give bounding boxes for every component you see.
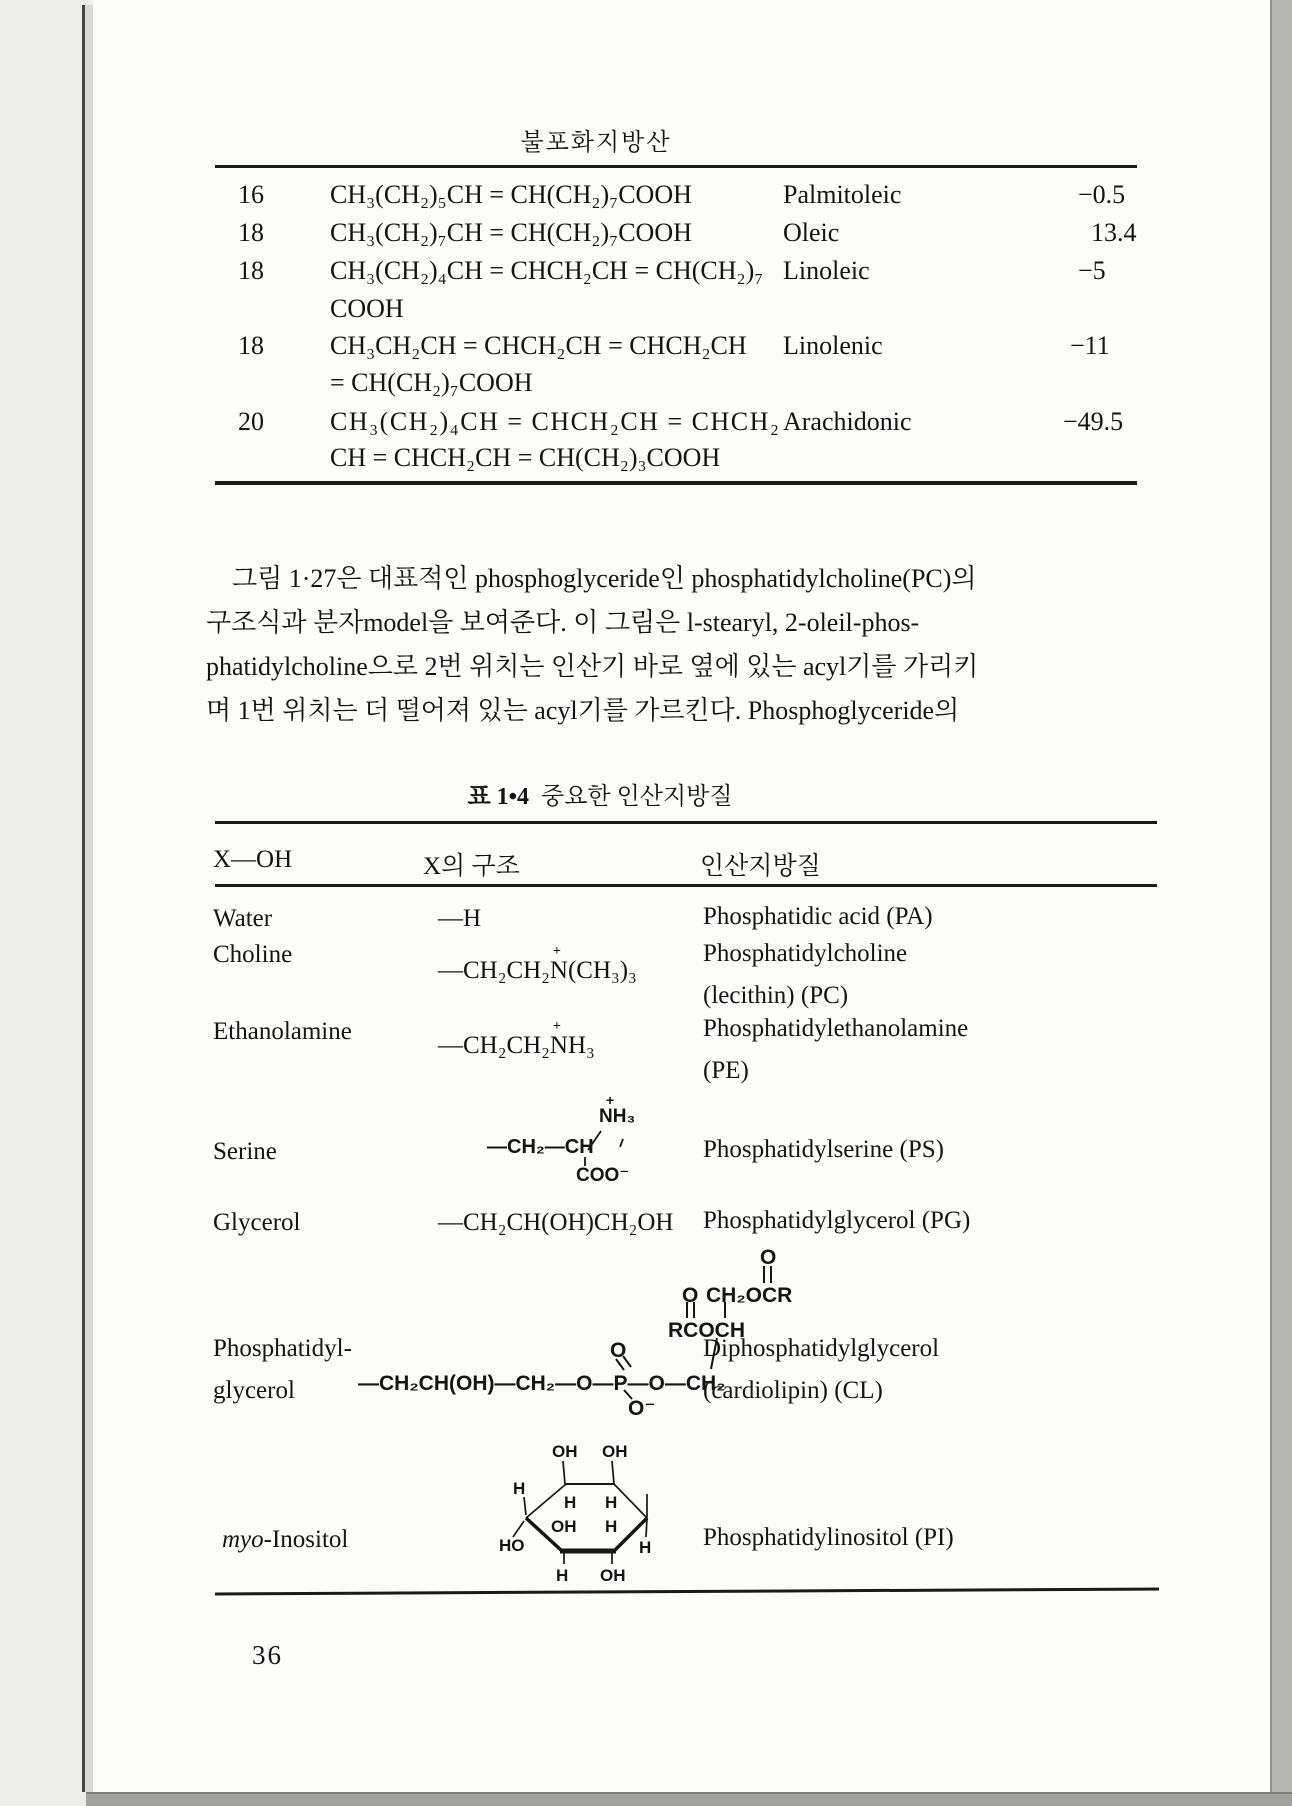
myo-prefix: myo [222, 1526, 264, 1553]
hydroxyl-label: OH [551, 1517, 577, 1536]
fatty-table-heading: 불포화지방산 [520, 130, 672, 156]
fatty-row-carbons: 16 [238, 180, 264, 209]
row-ethanolamine-product2: (PE) [703, 1057, 749, 1084]
row-water-name: Water [213, 905, 273, 932]
row-pg-name-line1: Phosphatidyl- [213, 1335, 352, 1362]
fatty-row-mp: −0.5 [1078, 180, 1126, 209]
hydrogen-label: H [639, 1538, 652, 1557]
row-pg-name-line2: glycerol [213, 1377, 295, 1404]
hydroxyl-label: OH [602, 1442, 628, 1461]
row-choline-product: Phosphatidylcholine [703, 940, 908, 967]
row-ethanolamine-product: Phosphatidylethanolamine [703, 1015, 969, 1042]
fatty-row-mp: −49.5 [1063, 407, 1124, 436]
inositol-suffix: -Inositol [263, 1526, 349, 1553]
fatty-row-name: Linoleic [783, 256, 870, 285]
fatty-row-formula: CH₃(CH₂)₅CH = CH(CH₂)₇COOH [330, 180, 692, 209]
fatty-row-name: Linolenic [783, 331, 883, 360]
phosphate-oxygen: O [610, 1339, 627, 1362]
structure-chain: (CH₃)₃ [567, 957, 637, 984]
paragraph-line: 구조식과 분자model을 보여준다. 이 그림은 l-stearyl, 2-oleil-phos- [206, 608, 920, 637]
fatty-row-carbons: 18 [238, 256, 264, 285]
row-glycerol-structure: —CH₂CH(OH)CH₂OH [438, 1209, 674, 1236]
acyl-group: RCOCH [668, 1319, 745, 1342]
phospho-table-header-rule [215, 884, 1157, 887]
structure-chain: H₃ [567, 1032, 595, 1059]
hydroxyl-label: OH [600, 1566, 626, 1585]
hydrogen-label: H [564, 1493, 577, 1512]
phosphate-o-minus: O⁻ [628, 1397, 656, 1420]
table-title-text: 중요한 인산지방질 [541, 784, 733, 810]
carboxylate-group: COO⁻ [576, 1165, 630, 1186]
row-choline-product2: (lecithin) (PC) [703, 982, 849, 1009]
row-glycerol-product: Phosphatidylglycerol (PG) [703, 1207, 971, 1234]
fatty-table-top-rule [215, 165, 1137, 168]
structure-chain: —CH₂CH₂ [438, 957, 550, 984]
column-header-xoh: X—OH [213, 846, 293, 873]
row-ethanolamine-structure [438, 1019, 595, 1060]
column-header-phospholipid: 인산지방질 [700, 853, 821, 880]
carbonyl-oxygen-left: O [682, 1284, 699, 1307]
scan-right-margin [1270, 0, 1292, 1806]
nitrogen-atom: N [549, 957, 568, 984]
hydrogen-label: H [605, 1493, 618, 1512]
fatty-row-formula: CH₃(CH₂)₄CH = CHCH₂CH = CHCH₂ [330, 407, 781, 436]
page-edge-shadow [85, 5, 93, 1792]
positive-charge: + [606, 1092, 615, 1108]
row-ethanolamine-name: Ethanolamine [213, 1018, 352, 1045]
column-header-structure: X의 구조 [423, 853, 520, 880]
row-inositol-name [222, 1526, 348, 1554]
hydroxyl-label: OH [552, 1442, 578, 1461]
table-number-label: 표 1•4 [467, 784, 530, 810]
fatty-row-mp: 13.4 [1091, 218, 1137, 247]
row-choline-structure [438, 944, 637, 985]
carbonyl-oxygen-top: O [760, 1246, 777, 1269]
row-water-structure: —H [438, 905, 482, 932]
positive-charge: + [552, 1019, 561, 1034]
structure-chain: —CH₂CH₂ [438, 1032, 550, 1059]
fatty-table-bottom-rule [215, 481, 1137, 485]
fatty-row-mp: −5 [1078, 256, 1106, 285]
phospho-table-top-rule [215, 821, 1157, 824]
positive-charge: + [552, 944, 561, 959]
hydrogen-label: H [605, 1517, 618, 1536]
row-inositol-product: Phosphatidylinositol (PI) [703, 1524, 954, 1551]
fatty-row-carbons: 20 [238, 407, 264, 436]
fatty-row-formula-cont: CH = CHCH₂CH = CH(CH₂)₃COOH [330, 443, 721, 472]
row-water-product: Phosphatidic acid (PA) [703, 903, 933, 930]
nitrogen-atom: N [549, 1032, 568, 1059]
row-glycerol-name: Glycerol [213, 1209, 301, 1236]
hydrogen-label: H [513, 1479, 526, 1498]
page-number: 36 [252, 1640, 283, 1670]
fatty-row-formula: CH₃CH₂CH = CHCH₂CH = CHCH₂CH [330, 331, 747, 360]
row-serine-product: Phosphatidylserine (PS) [703, 1136, 944, 1163]
amino-group: NH₃ [599, 1106, 636, 1127]
paragraph-line: 그림 1·27은 대표적인 phosphoglyceride인 phosphatidylcholine(PC)의 [232, 564, 977, 593]
row-pg-product2: (cardiolipin) (CL) [703, 1377, 883, 1404]
hydrogen-label: H [556, 1566, 569, 1585]
row-serine-name: Serine [213, 1138, 277, 1165]
paragraph-line: 며 1번 위치는 더 떨어져 있는 acyl기를 가르킨다. Phosphoglyceride의 [206, 696, 960, 725]
fatty-row-name: Oleic [783, 218, 840, 247]
fatty-row-carbons: 18 [238, 218, 264, 247]
phosphodiester-chain: —CH₂CH(OH)—CH₂—O—P—O—CH₂ [358, 1372, 726, 1395]
row-pg-product: Diphosphatidylglycerol [703, 1335, 940, 1362]
fatty-row-mp: −11 [1070, 331, 1110, 360]
fatty-row-formula: CH₃(CH₂)₇CH = CH(CH₂)₇COOH [330, 218, 692, 247]
fatty-row-name: Palmitoleic [783, 180, 902, 209]
hydroxyl-label: HO [499, 1536, 525, 1555]
fatty-row-name: Arachidonic [783, 407, 912, 436]
fatty-row-formula-cont: = CH(CH₂)₇COOH [330, 368, 533, 397]
paragraph-line: phatidylcholine으로 2번 위치는 인산기 바로 옆에 있는 acyl기를 가리키 [206, 652, 979, 681]
glycerol-ester-arm: CH₂OCR [706, 1284, 793, 1307]
row-choline-name: Choline [213, 941, 293, 968]
fatty-row-formula: CH₃(CH₂)₄CH = CHCH₂CH = CH(CH₂)₇ [330, 256, 764, 285]
fatty-row-carbons: 18 [238, 331, 264, 360]
scan-bottom-margin [86, 1792, 1292, 1806]
serine-chain: —CH₂—CH [487, 1136, 594, 1158]
fatty-row-formula-cont: COOH [330, 294, 404, 323]
phospho-table-title [300, 776, 900, 811]
